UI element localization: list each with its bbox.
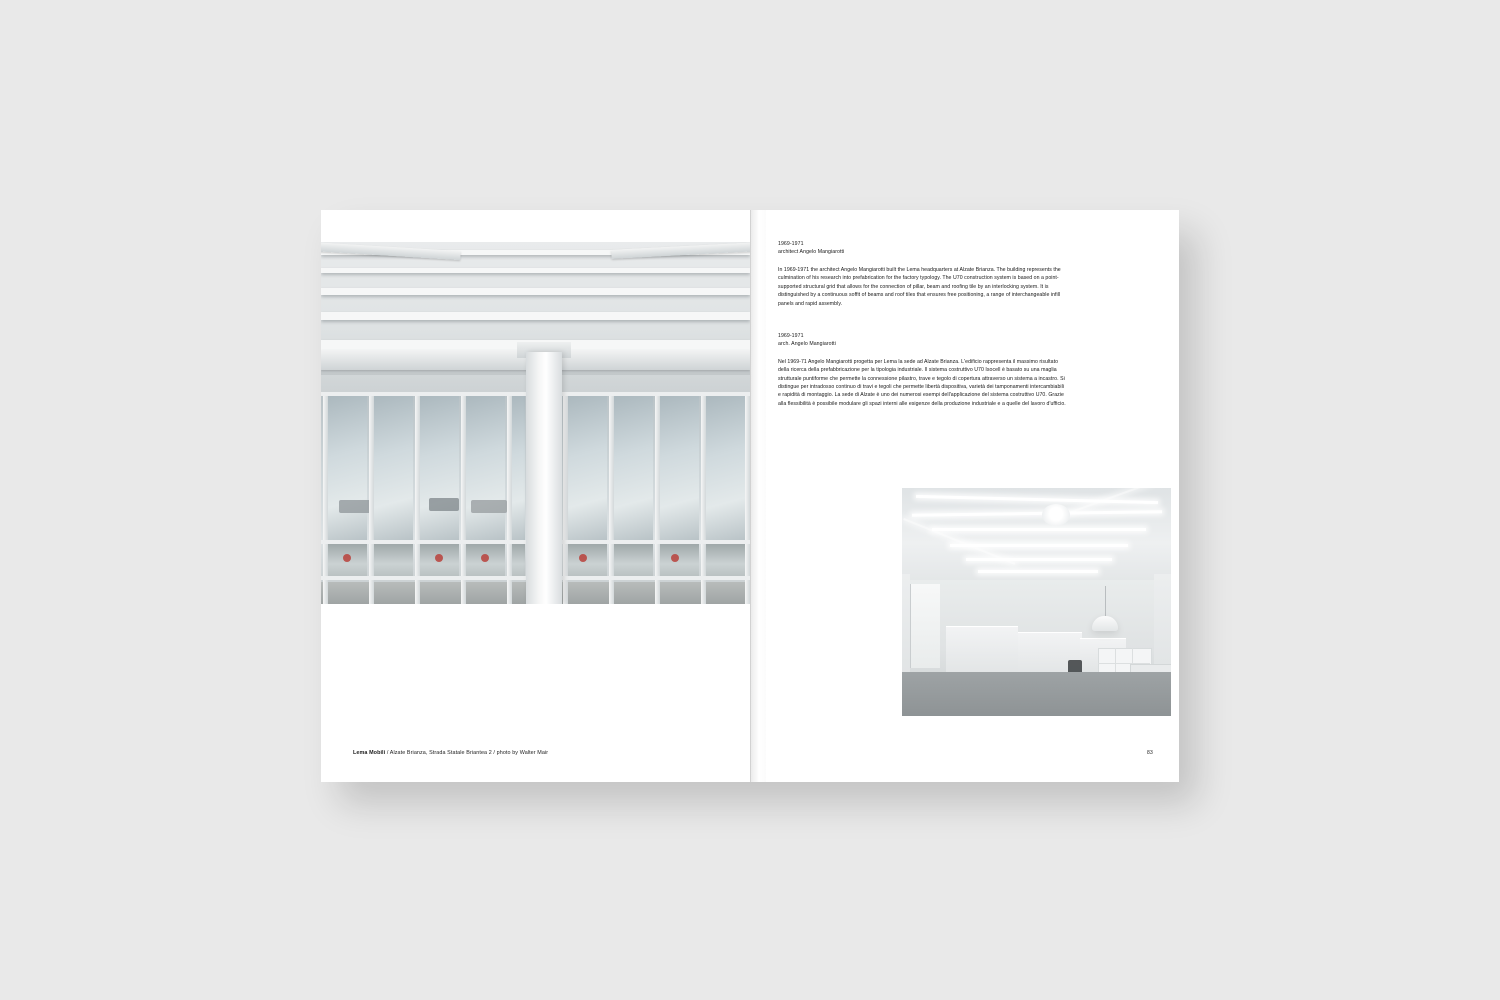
english-years: 1969-1971 — [778, 241, 804, 247]
english-body: In 1969-1971 the architect Angelo Mangiarotti built the Lema headquarters at Alzate Brianza. The building represents the culmination of his research into prefabrication for the factory typology. The U70 construction system is based on a point-supported structural grid that allows for the connection of pillar, beam and roofing tile by an interlocking system. It is distinguished by a continuous soffit of beams and roof tiles that ensures free positioning, a range of interchangeable infill panels and rapid assembly. — [778, 266, 1061, 307]
exterior-photo — [321, 242, 750, 604]
italian-years: 1969-1971 — [778, 332, 804, 339]
interior-photo — [902, 488, 1171, 716]
photo-caption — [353, 750, 548, 756]
caption-client: Lema Mobili — [353, 749, 386, 756]
left-page — [321, 210, 750, 782]
page-number: 83 — [1147, 750, 1153, 756]
right-page — [750, 210, 1179, 782]
book-spine — [750, 210, 751, 782]
text-column — [778, 240, 1068, 408]
english-architect: architect Angelo Mangiarotti — [778, 249, 845, 256]
concrete-pillar — [526, 352, 562, 604]
italian-body: Nel 1969-71 Angelo Mangiarotti progetta per Lema la sede ad Alzate Brianza. L'edificio rappresenta il massimo risultato della ricerca della prefabbricazione per la tipologia industriale. Il sistema costruttivo U70 Isocell è basato su una maglia strutturale puntiforme che permette la connessione pilastro, trave e tegolo di copertura attraverso un sistema a incastro. Si distingue per intradosso continuo di travi e tegoli che permette libertà dispositiva, varietà dei tamponamenti intercambiabili e rapidità di montaggio. La sede di Alzate è uno dei numerosi esempi dell'applicazione del sistema costruttivo U70. Grazie alla flessibilità è possibile modulare gli spazi interni alle esigenze della produzione industriale e a quelle del lavoro d'ufficio. — [778, 358, 1066, 407]
book-spread — [321, 210, 1179, 782]
italian-architect: arch. Angelo Mangiarotti — [778, 341, 836, 348]
caption-details: / Alzate Brianza, Strada Statale Briantea 2 / photo by Walter Mair — [385, 749, 549, 756]
pendant-lamp — [1092, 616, 1118, 631]
skylight — [1042, 504, 1070, 526]
